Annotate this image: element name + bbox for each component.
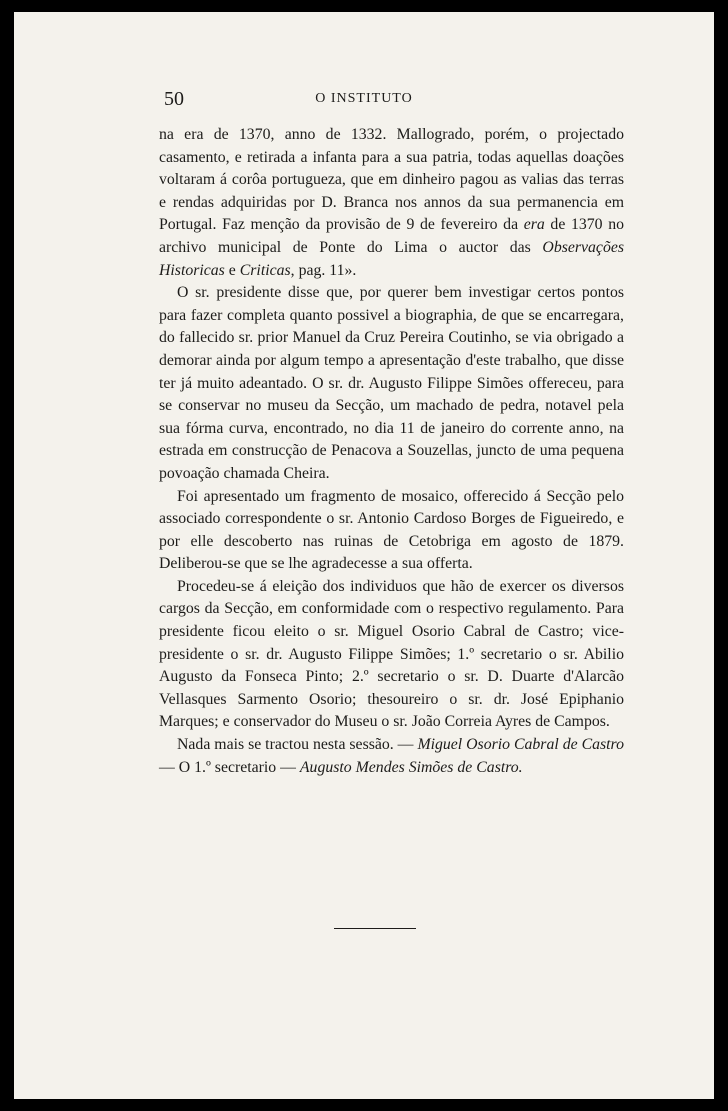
italic-text: Augusto Mendes Simões de Castro. <box>299 758 523 776</box>
italic-text: era <box>523 216 545 234</box>
italic-text: Observações Historicas <box>159 238 624 279</box>
body-text <box>159 124 624 779</box>
text-segment: , pag. 11». <box>290 261 357 279</box>
page-number: 50 <box>164 88 184 110</box>
text-segment: O sr. presidente disse que, por querer bem investigar certos pontos para fazer completa quanto possivel a biographia, de que se encarregara, do fallecido sr. prior Manuel da Cruz Pereira Coutinho, se via obrigado a demorar ainda por algum tempo a apresentação d'este trabalho, que disse ter já muito adeantado. O sr. dr. Augusto Filippe Simões offereceu, para se conservar no museu da Secção, um machado de pedra, notavel pela sua fórma curva, encontrado, no dia 11 de janeiro do corrente anno, na estrada em construcção de Penacova a Souzellas, juncto de uma pequena povoação chamada Cheira. <box>159 284 624 482</box>
paragraph <box>159 734 624 779</box>
text-segment: na era de 1370, anno de 1332. Mallogrado, porém, o projectado casamento, e retirada a infanta para a sua patria, todas aquellas doações voltaram á corôa portugueza, que em dinheiro pagou as valias das terras e rendas adquiridas por D. Branca nos annos da sua permanencia em Portugal. Faz menção da provisão de 9 de fevereiro da <box>159 126 624 234</box>
italic-text: Miguel Osorio Cabral de Castro <box>417 736 624 754</box>
closing-rule <box>334 928 416 929</box>
text-segment: Foi apresentado um fragmento de mosaico, offerecido á Secção pelo associado correspondente o sr. Antonio Cardoso Borges de Figueiredo, e por elle descoberto nas ruinas de Cetobriga em agosto de 1879. Deliberou-se que se lhe agradecesse a sua offerta. <box>159 487 624 573</box>
running-title: O INSTITUTO <box>315 91 413 106</box>
text-segment: de 1370 no archivo municipal de Ponte do Lima o auctor das <box>159 216 624 256</box>
italic-text: Criticas <box>239 261 291 279</box>
paragraph <box>159 282 624 485</box>
paragraph <box>159 486 624 576</box>
page-header <box>14 88 714 112</box>
text-segment: — O 1.º secretario — <box>159 758 300 776</box>
document-page <box>14 12 714 1099</box>
text-segment: Nada mais se tractou nesta sessão. — <box>177 736 418 754</box>
paragraph <box>159 124 624 282</box>
text-segment: Procedeu-se á eleição dos individuos que hão de exercer os diversos cargos da Secção, em conformidade com o respectivo regulamento. Para presidente ficou eleito o sr. Miguel Osorio Cabral de Castro; vice-presidente o sr. dr. Augusto Filippe Simões; 1.º secretario o sr. Abilio Augusto da Fonseca Pinto; 2.º secretario o sr. D. Duarte d'Alarcão Vellasques Sarmento Osorio; thesoureiro o sr. dr. José Epiphanio Marques; e conservador do Museu o sr. João Correia Ayres de Campos. <box>159 577 624 731</box>
text-segment: e <box>224 261 240 279</box>
paragraph <box>159 576 624 734</box>
